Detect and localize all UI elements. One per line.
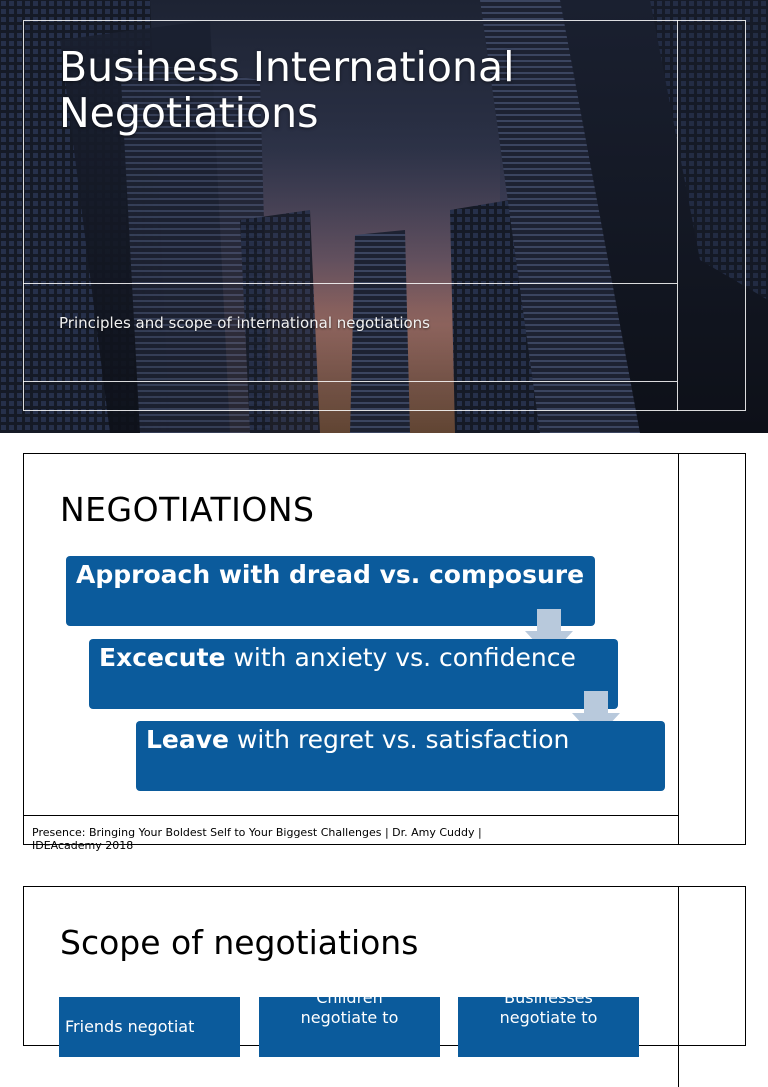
- step-bold-text: Excecute: [99, 643, 226, 672]
- step-bold-text: Approach with dread vs. composure: [76, 560, 585, 589]
- card-text: Friends negotiat: [65, 1017, 195, 1036]
- frame-divider-top: [23, 283, 677, 284]
- frame-divider-bottom: [23, 381, 677, 382]
- card-text-line2: negotiate to: [499, 1008, 598, 1027]
- slide-divider-footer: [24, 815, 678, 816]
- step-bold-text: Leave: [146, 725, 230, 754]
- scope-slide: [23, 886, 746, 1046]
- slide-heading: NEGOTIATIONS: [60, 490, 315, 529]
- step-text: with anxiety vs. confidence: [225, 643, 576, 672]
- step-text: with regret vs. satisfaction: [229, 725, 570, 754]
- scope-card-children: [259, 988, 440, 1057]
- slide-heading: Scope of negotiations: [60, 923, 419, 962]
- scope-card-friends: [59, 997, 240, 1057]
- scope-card-businesses: [458, 988, 639, 1057]
- process-step-execute: [89, 639, 618, 709]
- presentation-subtitle: Principles and scope of international negotiations: [59, 314, 430, 332]
- card-text-line2: negotiate to: [300, 1008, 399, 1027]
- process-step-approach: [66, 556, 595, 626]
- presentation-title: Business International Negotiations: [59, 43, 515, 137]
- slide-divider-vertical: [678, 454, 679, 844]
- negotiations-slide: [23, 453, 746, 852]
- card-text-line1: Children: [316, 988, 383, 1007]
- process-step-leave: [136, 721, 665, 791]
- title-slide: [0, 0, 768, 433]
- source-footnote: Presence: Bringing Your Boldest Self to Your Biggest Challenges | Dr. Amy Cuddy | IDEAcademy 2018: [32, 826, 482, 852]
- slide-divider-vertical: [678, 887, 679, 1087]
- card-text-line1: Businesses: [504, 988, 593, 1007]
- frame-divider-vertical: [677, 20, 678, 411]
